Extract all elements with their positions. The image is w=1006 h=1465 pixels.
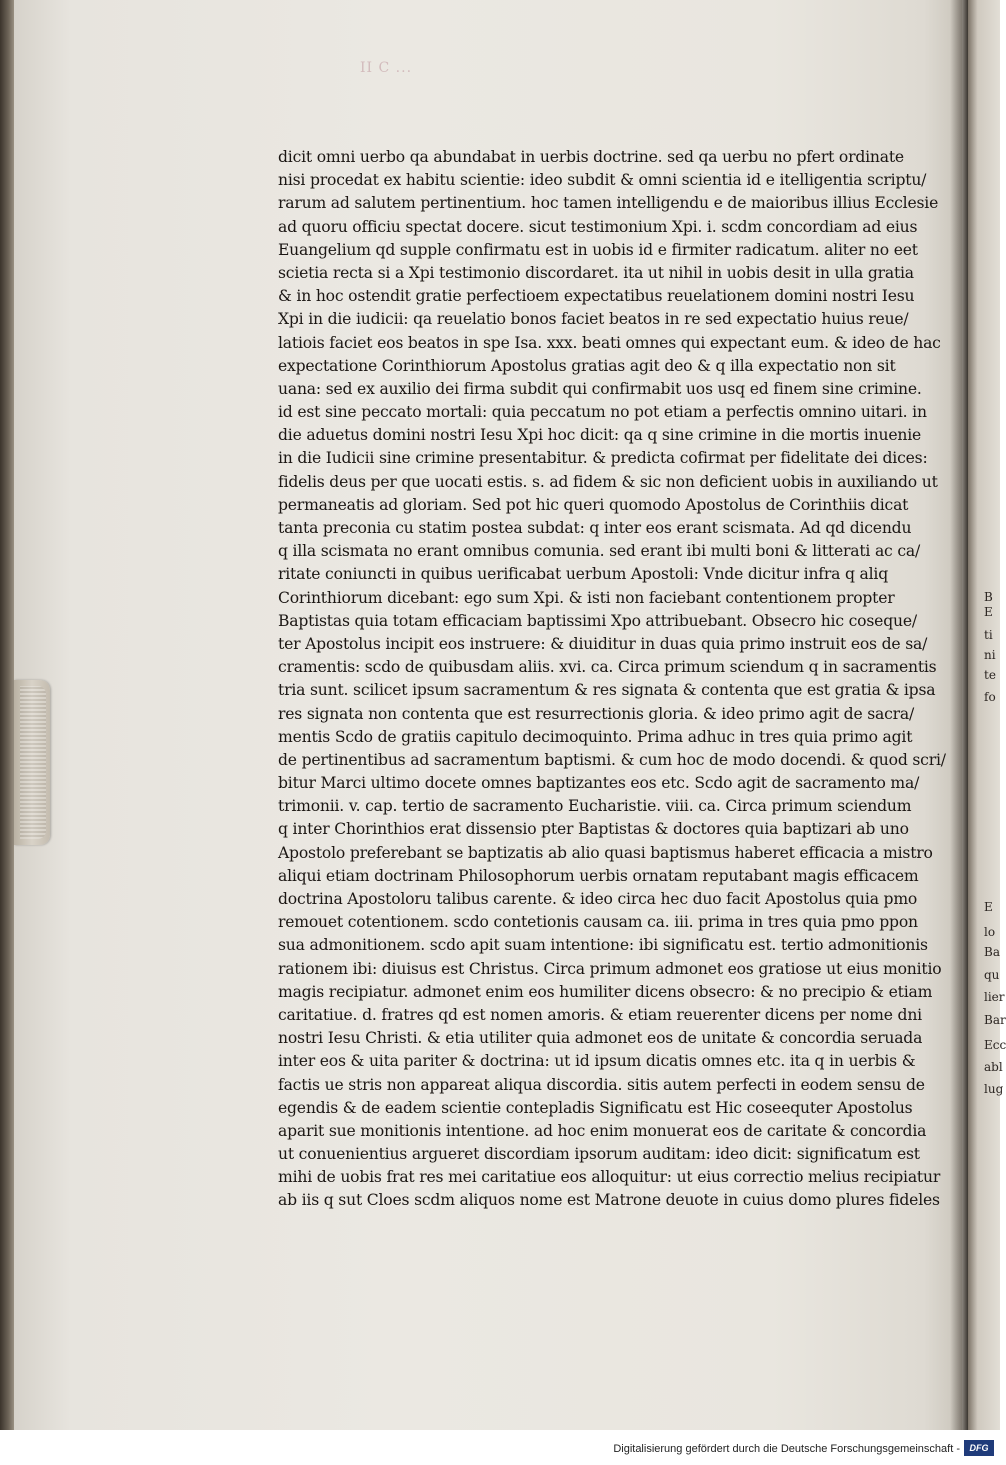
text-line: dicit omni uerbo qa abundabat in uerbis doctrine. sed qa uerbu no pfert ordinate — [278, 148, 904, 166]
text-line: aparit sue monitionis intentione. ad hoc enim monuerat eos de caritate & concordia — [278, 1121, 927, 1140]
text-line: ter Apostolus incipit eos instruere: & diuiditur in duas quia primo instruit eos de sa/ — [278, 634, 928, 653]
text-line: rarum ad salutem pertinentium. hoc tamen intelligendu e de maioribus illius Ecclesie — [278, 194, 939, 213]
next-page-fragment: Bar — [984, 1013, 1006, 1027]
footer-credit: Digitalisierung gefördert durch die Deutsche Forschungsgemeinschaft - — [613, 1443, 960, 1455]
text-line: trimonii. v. cap. tertio de sacramento Eucharistie. viii. ca. Circa primum sciendum — [278, 797, 912, 816]
text-line: egendis & de eadem scientie contepladis Significatu est Hic coseequter Apostolus — [278, 1098, 913, 1117]
text-line: de pertinentibus ad sacramentum baptismi. & cum hoc de modo docendi. & quod scri/ — [278, 750, 946, 769]
next-page-fragment: te — [984, 668, 996, 682]
text-line: mihi de uobis frat res mei caritatiue eos alloquitur: ut eius correctio melius recipiatur — [278, 1168, 941, 1187]
text-line: inter eos & uita pariter & doctrina: ut id ipsum dicatis omnes etc. ita q in uerbis & — [278, 1052, 916, 1071]
left-book-cover — [0, 0, 14, 1430]
next-page-fragment: B — [984, 590, 993, 604]
next-page-fragment: Ecc — [984, 1038, 1006, 1052]
next-page-fragment: E — [984, 605, 993, 619]
text-line: res signata non contenta que est resurrectionis gloria. & ideo primo agit de sacra/ — [278, 704, 915, 723]
footer-bar — [0, 1432, 1000, 1465]
text-line: tria sunt. scilicet ipsum sacramentum & res signata & contenta que est gratia & ipsa — [278, 681, 936, 700]
next-page-fragment: ni — [984, 648, 996, 662]
next-page-fragment: lier — [984, 990, 1005, 1004]
running-head: II C ... — [360, 60, 413, 76]
text-line: latiois faciet eos beatos in spe Isa. xxx. beati omnes qui expectant eum. & ideo de hac — [278, 333, 941, 352]
text-line: mentis Scdo de gratiis capitulo decimoquinto. Prima adhuc in tres quia primo agit — [278, 727, 913, 746]
text-line: in die Iudicii sine crimine presentabitur. & predicta cofirmat per fidelitate dei dices: — [278, 449, 928, 468]
text-line: Apostolo preferebant se baptizatis ab alio quasi baptismus haberet efficacia a mistro — [278, 843, 933, 862]
dfg-logo-icon: DFG — [964, 1440, 994, 1456]
next-page-fragment: Ba — [984, 945, 1000, 959]
text-line: Baptistas quia totam efficaciam baptissimi Xpo attribuebant. Obsecro hic coseque/ — [278, 611, 917, 630]
text-line: caritatiue. d. fratres qd est nomen amoris. & etiam reuerenter dicens per nome dni — [278, 1005, 922, 1024]
text-line: ut conuenientius argueret discordiam ipsorum auditam: ideo dicit: significatum est — [278, 1145, 920, 1164]
main-text-column — [278, 146, 946, 1213]
text-line: factis ue stris non appareat aliqua discordia. sitis autem perfecti in eodem sensu de — [278, 1075, 925, 1094]
text-line: rationem ibi: diuisus est Christus. Circa primum admonet eos gratiose ut eius monitio — [278, 959, 942, 978]
text-line: remouet cotentionem. scdo contetionis causam ca. iii. prima in tres quia pmo ppon — [278, 913, 918, 932]
next-page-fragment: lug — [984, 1082, 1004, 1096]
ribbon-bookmark — [14, 680, 50, 845]
next-page-fragment: abl — [984, 1060, 1003, 1074]
text-line: tanta preconia cu statim postea subdat: q inter eos erant scismata. Ad qd dicendu — [278, 519, 912, 537]
text-line: doctrina Apostoloru talibus carente. & ideo circa hec duo facit Apostolus quia pmo — [278, 890, 918, 908]
text-line: expectatione Corinthiorum Apostolus gratias agit deo & q illa expectatio non sit — [278, 356, 896, 375]
text-line: q illa scismata no erant omnibus comunia. sed erant ibi multi boni & litterati ac ca/ — [278, 542, 921, 561]
text-line: permaneatis ad gloriam. Sed pot hic queri quomodo Apostolus de Corinthiis dicat — [278, 495, 909, 514]
text-line: die aduetus domini nostri Iesu Xpi hoc dicit: qa q sine crimine in die mortis inuenie — [278, 426, 922, 445]
next-page-fragment: E — [984, 900, 993, 914]
text-line: uana: sed ex auxilio dei firma subdit qui confirmabit uos usq ed finem sine crimine. — [278, 379, 922, 398]
text-line: nisi procedat ex habitu scientie: ideo subdit & omni scientia id e itelligentia scriptu/ — [278, 171, 927, 190]
text-line: bitur Marci ultimo docete omnes baptizantes eos etc. Scdo agit de sacramento ma/ — [278, 774, 920, 793]
next-page-edge — [968, 0, 1006, 1430]
text-line: Xpi in die iudicii: qa reuelatio bonos faciet beatos in re sed expectatio huius reue/ — [278, 310, 909, 329]
gutter-shadow — [950, 0, 968, 1430]
text-line: scietia recta si a Xpi testimonio discordaret. ita ut nihil in uobis desit in ulla gratia — [278, 263, 914, 282]
text-line: ab iis q sut Cloes scdm aliquos nome est Matrone deuote in cuius domo plures fideles — [278, 1191, 940, 1210]
next-page-fragment: qu — [984, 968, 1000, 982]
text-line: cramentis: scdo de quibusdam aliis. xvi. ca. Circa primum sciendum q in sacramentis — [278, 658, 937, 677]
text-line: magis recipiatur. admonet enim eos humiliter dicens obsecro: & no precipio & etiam — [278, 982, 933, 1001]
text-line: nostri Iesu Christi. & etia utiliter quia admonet eos de unitate & concordia seruada — [278, 1029, 923, 1048]
text-line: sua admonitionem. scdo apit suam intentione: ibi significatu est. tertio admonitionis — [278, 936, 928, 955]
text-line: q inter Chorinthios erat dissensio pter Baptistas & doctores quia baptizari ab uno — [278, 820, 909, 839]
text-line: Euangelium qd supple confirmatu est in uobis id e firmiter radicatum. aliter no eet — [278, 240, 918, 259]
next-page-fragment: ti — [984, 628, 993, 642]
text-line: Corinthiorum dicebant: ego sum Xpi. & isti non faciebant contentionem propter — [278, 588, 895, 607]
next-page-fragment: fo — [984, 690, 996, 704]
text-line: id est sine peccato mortali: quia peccatum no pot etiam a perfectis omnino uitari. in — [278, 403, 927, 422]
text-line: ritate coniuncti in quibus uerificabat uerbum Apostoli: Vnde dicitur infra q aliq — [278, 565, 888, 584]
text-line: fidelis deus per que uocati estis. s. ad fidem & sic non deficient uobis in auxiliando ut — [278, 472, 938, 491]
text-line: & in hoc ostendit gratie perfectioem expectatibus reuelationem domini nostri Iesu — [278, 287, 915, 306]
next-page-fragment: lo — [984, 925, 996, 939]
text-line: aliqui etiam doctrinam Philosophorum uerbis ornatam reputabant magis efficacem — [278, 866, 919, 885]
text-line: ad quoru officiu spectat docere. sicut testimonium Xpi. i. scdm concordiam ad eius — [278, 217, 918, 236]
